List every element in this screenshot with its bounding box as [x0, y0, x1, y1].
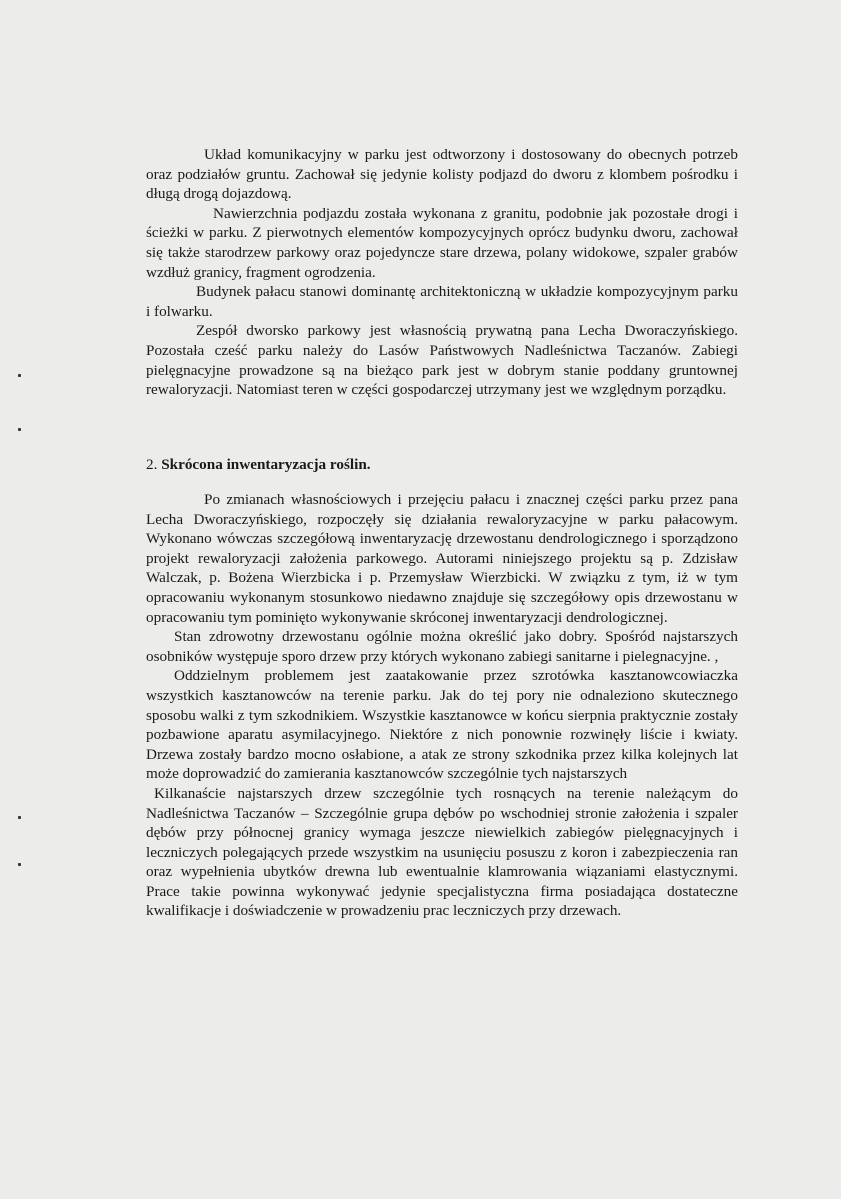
section-title: Skrócona inwentaryzacja roślin.: [161, 456, 371, 473]
paragraph-chestnut-pest: Oddzielnym problemem jest zaatakowanie przez szrotówka kasztanowcowiaczka wszystkich kasztanowców na terenie parku. Jak do tej pory nie odnaleziono skutecznego sposobu walki z tym szkodnikiem. Wszystkie kasztanowce w końcu sierpnia praktycznie zostały pozbawione aparatu asymilacyjnego. Niektóre z nich ponownie rozwinęły liście i kwiaty. Drzewa zostały bardzo mocno osłabione, a atak ze strony szkodnika przez kilka kolejnych lat może doprowadzić do zamierania kasztanowców szczególnie tych najstarszych: [146, 667, 738, 783]
scan-artifact-dot: [18, 428, 21, 431]
paragraph-old-trees-care: Kilkanaście najstarszych drzew szczególnie tych rosnących na terenie należącym do Nadleśnictwa Taczanów – Szczególnie grupa dębów po wschodniej stronie założenia i szpaler dębów przy północnej granicy wymaga jeszcze niewielkich zabiegów pielęgnacyjnych i leczniczych polegających przede wszystkim na usunięciu posuszu z koron i zabezpieczenia ran oraz wypełnienia ubytków drewna lub ewentualnie klamrowania wiązaniami elastycznymi. Prace takie powinna wykonywać jedynie specjalistyczna firma posiadająca dostateczne kwalifikacje i doświadczenie w prowadzeniu prac leczniczych przy drzewach.: [146, 784, 738, 920]
inventory-text-block: [146, 490, 738, 921]
paragraph-palace-building: Budynek pałacu stanowi dominantę architektoniczną w układzie kompozycyjnym parku i folwarku.: [146, 283, 738, 320]
paragraph-health-condition: Stan zdrowotny drzewostanu ogólnie można określić jako dobry. Spośród najstarszych osobników występuje sporo drzew przy których wykonano zabiegi sanitarne i pielegnacyjne. ,: [146, 628, 738, 665]
scan-artifact-dot: [18, 863, 21, 866]
scan-artifact-dot: [18, 816, 21, 819]
scan-artifact-dot: [18, 374, 21, 377]
paragraph-ownership: Zespół dworsko parkowy jest własnością prywatną pana Lecha Dworaczyńskiego. Pozostała cześć parku należy do Lasów Państwowych Nadleśnictwa Taczanów. Zabiegi pielęgnacyjne prowadzone są na bieżąco park jest w dobrym stanie poddany gruntownej rewaloryzacji. Natomiast teren w części gospodarczej utrzymany jest we względnym porządku.: [146, 322, 738, 399]
intro-text-block: [146, 145, 738, 400]
paragraph-revalorization: Po zmianach własnościowych i przejęciu pałacu i znacznej części parku przez pana Lecha Dworaczyńskiego, rozpoczęły się działania rewaloryzacyjne w parku pałacowym. Wykonano wówczas szczegółową inwentaryzację drzewostanu dendrologicznego i sporządzono projekt rewaloryzacji założenia parkowego. Autorami niniejszego projektu są p. Zdzisław Walczak, p. Bożena Wierzbicka i p. Przemysław Wierzbicki. W związku z tym, iż w tym opracowaniu wykonanym stosunkowo niedawno znajduje się szczegółowy opis drzewostanu w opracowaniu tym pominięto wykonywanie skróconej inwentaryzacji dendrologicznej.: [146, 491, 738, 626]
section-number: 2.: [146, 456, 158, 473]
section-heading: [146, 455, 738, 475]
section-heading-block: [146, 455, 738, 475]
paragraph-driveway-surface: Nawierzchnia podjazdu została wykonana z granitu, podobnie jak pozostałe drogi i ścieżki w parku. Z pierwotnych elementów kompozycyjnych oprócz budynku dworu, zachował się także starodrzew parkowy oraz pojedyncze stare drzewa, polany widokowe, szpaler grabów wzdłuż granicy, fragment ogrodzenia.: [146, 204, 738, 281]
paragraph-communication-layout: Układ komunikacyjny w parku jest odtworzony i dostosowany do obecnych potrzeb oraz podziałów gruntu. Zachował się jedynie kolisty podjazd do dworu z klombem pośrodku i długą drogą dojazdową.: [146, 146, 738, 203]
